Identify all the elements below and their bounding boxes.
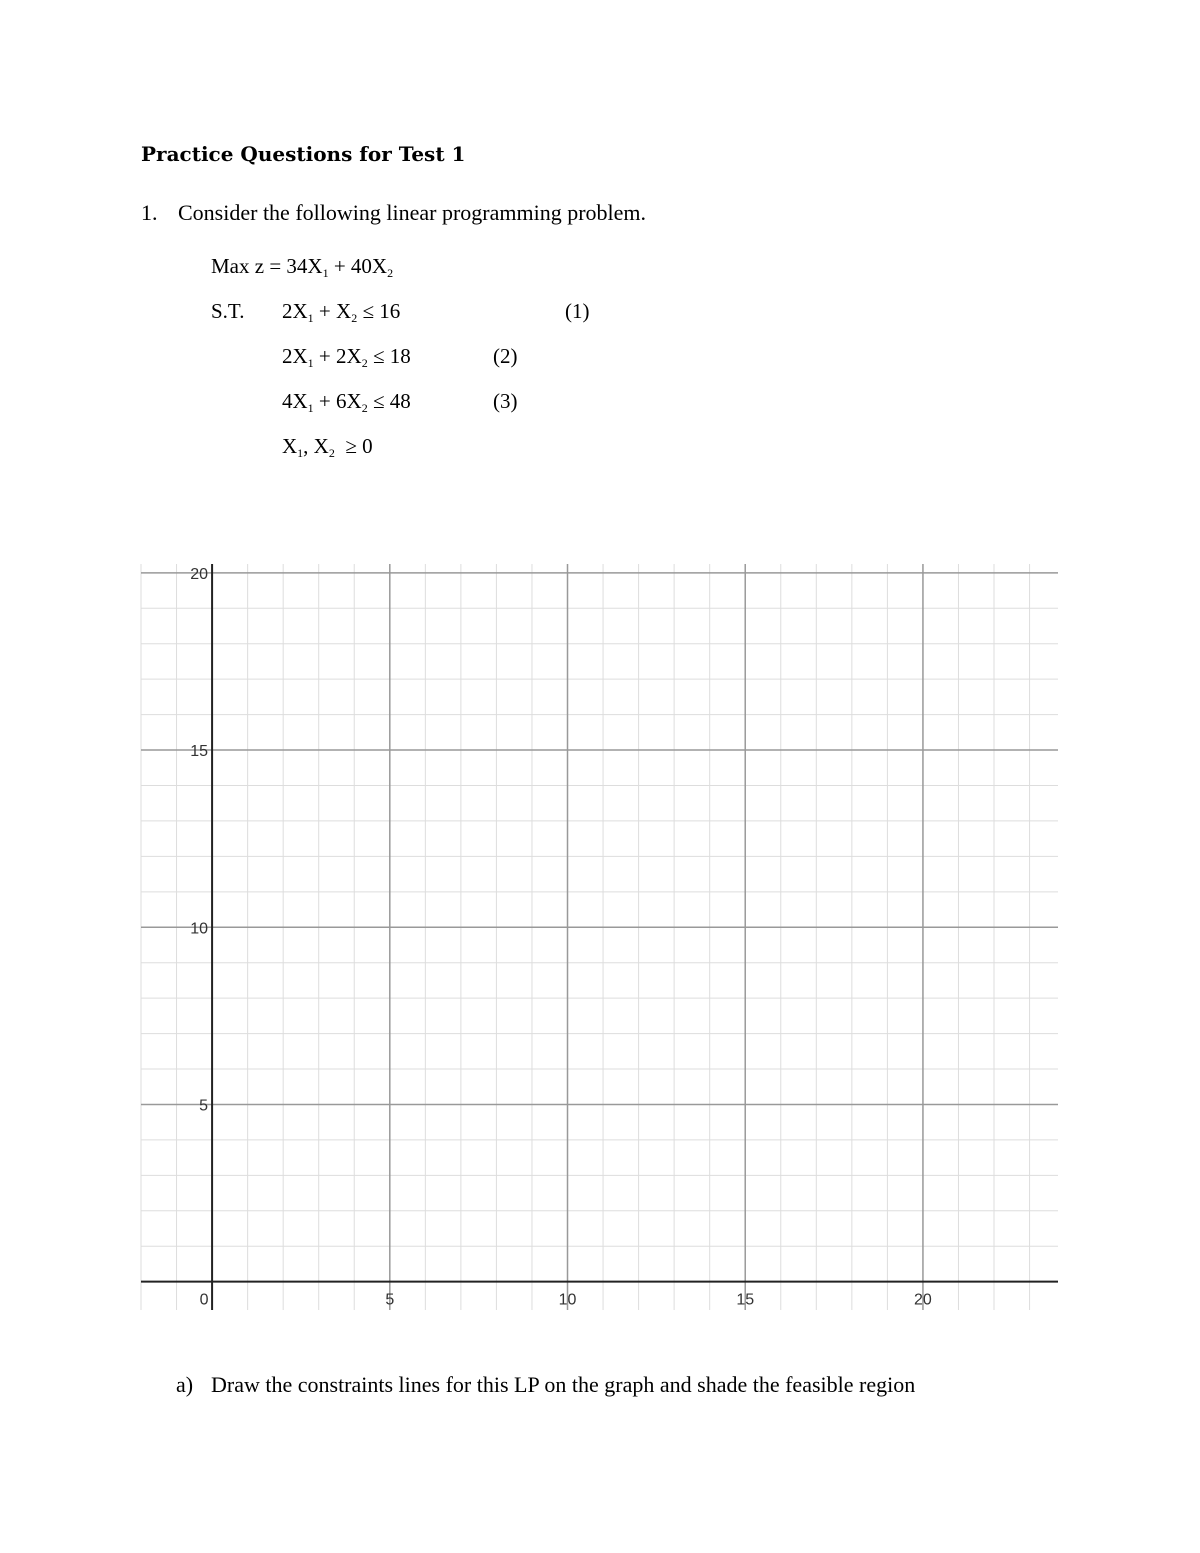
non-negativity: $X_1$, $X_2 \ge 0$ [282, 434, 373, 460]
part-a [176, 1372, 915, 1398]
objective-mid: + 40X [328, 254, 388, 278]
part-a-text: Draw the constraints lines for this LP on the graph and shade the feasible region [211, 1372, 916, 1397]
x-tick-label: 5 [385, 1291, 395, 1309]
y-tick-label: 15 [190, 743, 209, 761]
constraint-3: $4X_1 + 6X_2 \le 48$ [282, 389, 411, 415]
x-tick-label: 10 [558, 1291, 577, 1309]
constraint-3-tag: (3) [493, 389, 518, 413]
x-tick-label: 20 [914, 1291, 932, 1309]
question-number: 1. [141, 200, 158, 225]
constraint-lead: S.T. [211, 299, 245, 323]
x-tick-label: 0 [199, 1291, 209, 1309]
question-text: Consider the following linear programming problem. [178, 200, 647, 225]
y-tick-label: 20 [190, 565, 209, 583]
constraint-2-tag: (2) [493, 344, 518, 368]
x-tick-label: 15 [736, 1291, 755, 1309]
part-a-label: a) [176, 1372, 194, 1397]
constraint-1: $2X_1 + X_2 \le 16$ [282, 299, 401, 325]
page-title: Practice Questions for Test 1 [141, 142, 466, 166]
y-tick-label: 5 [199, 1097, 209, 1115]
constraint-2: $2X_1 + 2X_2 \le 18$ [282, 344, 411, 370]
objective-prefix: Max z = 34X [211, 254, 323, 278]
constraint-1-tag: (1) [565, 299, 590, 323]
y-tick-label: 10 [190, 920, 209, 938]
objective-function: Max $z = 34X_1 + 40X_2$ [211, 254, 394, 280]
